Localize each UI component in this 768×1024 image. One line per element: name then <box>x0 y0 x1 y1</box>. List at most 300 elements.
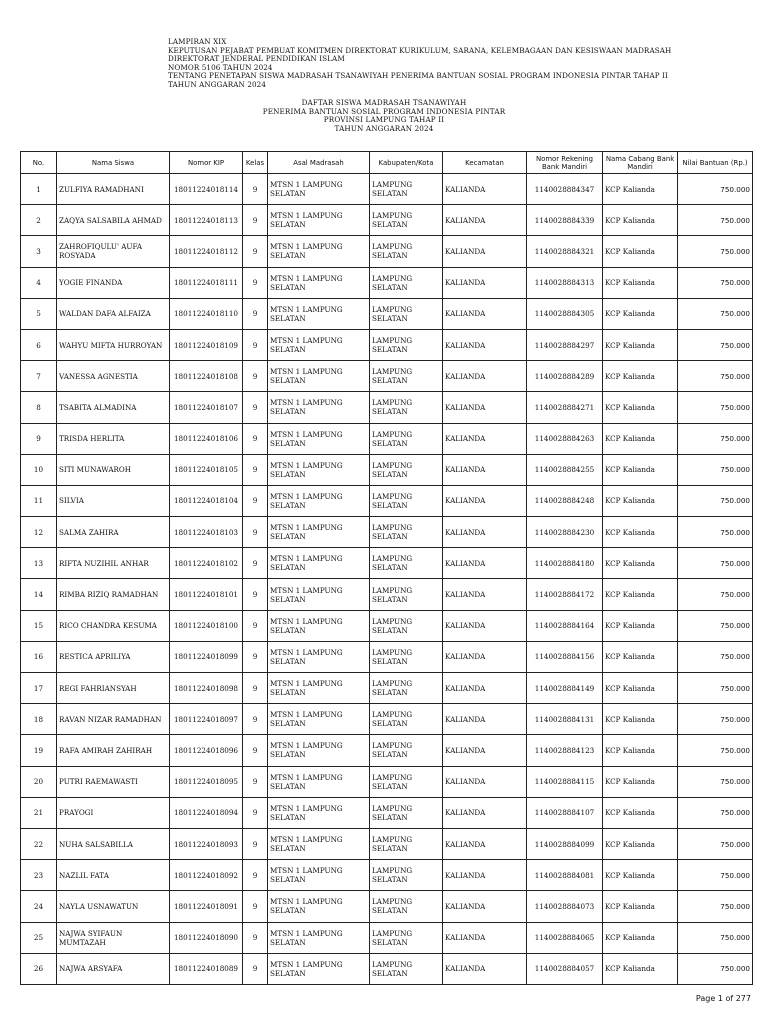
cell-kip: 18011224018114 <box>170 174 243 205</box>
cell-cabang: KCP Kalianda <box>603 766 678 797</box>
cell-cabang: KCP Kalianda <box>603 641 678 672</box>
cell-kelas: 9 <box>243 735 268 766</box>
cell-kecamatan: KALIANDA <box>443 548 527 579</box>
cell-kabupaten: LAMPUNG SELATAN <box>370 922 443 953</box>
cell-kip: 18011224018099 <box>170 641 243 672</box>
cell-nilai: 750.000 <box>678 579 753 610</box>
cell-no: 6 <box>21 329 57 360</box>
col-header-kip: Nomor KIP <box>170 152 243 174</box>
cell-kecamatan: KALIANDA <box>443 174 527 205</box>
col-header-kecamatan: Kecamatan <box>443 152 527 174</box>
cell-kip: 18011224018098 <box>170 673 243 704</box>
cell-nilai: 750.000 <box>678 329 753 360</box>
cell-nama: SITI MUNAWAROH <box>57 454 170 485</box>
title-line: PENERIMA BANTUAN SOSIAL PROGRAM INDONESIA PINTAR <box>262 106 506 116</box>
cell-madrasah: MTSN 1 LAMPUNG SELATAN <box>268 205 370 236</box>
cell-kip: 18011224018112 <box>170 236 243 267</box>
cell-no: 11 <box>21 485 57 516</box>
cell-madrasah: MTSN 1 LAMPUNG SELATAN <box>268 329 370 360</box>
table-row <box>21 922 753 953</box>
cell-no: 19 <box>21 735 57 766</box>
cell-kecamatan: KALIANDA <box>443 392 527 423</box>
cell-nilai: 750.000 <box>678 922 753 953</box>
cell-nama: RICO CHANDRA KESUMA <box>57 610 170 641</box>
cell-madrasah: MTSN 1 LAMPUNG SELATAN <box>268 174 370 205</box>
table-row <box>21 267 753 298</box>
cell-cabang: KCP Kalianda <box>603 610 678 641</box>
header-line: LAMPIRAN XIX <box>168 37 227 46</box>
cell-no: 13 <box>21 548 57 579</box>
cell-kecamatan: KALIANDA <box>443 236 527 267</box>
header-line: NOMOR 5106 TAHUN 2024 <box>168 62 273 72</box>
header-line: KEPUTUSAN PEJABAT PEMBUAT KOMITMEN DIREKTORAT KURIKULUM, SARANA, KELEMBAGAAN DAN KESISWAAN MADRASAH <box>168 45 672 55</box>
cell-kabupaten: LAMPUNG SELATAN <box>370 891 443 922</box>
cell-kecamatan: KALIANDA <box>443 704 527 735</box>
cell-rekening: 1140028884172 <box>527 579 603 610</box>
cell-nama: ZULFIYA RAMADHANI <box>57 174 170 205</box>
cell-no: 22 <box>21 828 57 859</box>
cell-kip: 18011224018092 <box>170 860 243 891</box>
cell-nama: RIFTA NUZIHIL ANHAR <box>57 548 170 579</box>
cell-nilai: 750.000 <box>678 641 753 672</box>
cell-kelas: 9 <box>243 922 268 953</box>
cell-cabang: KCP Kalianda <box>603 267 678 298</box>
table-header-row <box>21 152 753 174</box>
cell-kecamatan: KALIANDA <box>443 361 527 392</box>
table-row <box>21 735 753 766</box>
cell-no: 15 <box>21 610 57 641</box>
cell-nilai: 750.000 <box>678 485 753 516</box>
cell-kip: 18011224018105 <box>170 454 243 485</box>
cell-nama: NUHA SALSABILLA <box>57 828 170 859</box>
cell-nama: ZAHROFIQULU' AUFA ROSYADA <box>57 236 170 267</box>
cell-kip: 18011224018093 <box>170 828 243 859</box>
cell-kelas: 9 <box>243 673 268 704</box>
cell-kip: 18011224018095 <box>170 766 243 797</box>
cell-madrasah: MTSN 1 LAMPUNG SELATAN <box>268 423 370 454</box>
cell-kelas: 9 <box>243 797 268 828</box>
cell-nilai: 750.000 <box>678 610 753 641</box>
cell-madrasah: MTSN 1 LAMPUNG SELATAN <box>268 267 370 298</box>
cell-rekening: 1140028884313 <box>527 267 603 298</box>
cell-nilai: 750.000 <box>678 735 753 766</box>
cell-nilai: 750.000 <box>678 236 753 267</box>
table-row <box>21 641 753 672</box>
cell-kecamatan: KALIANDA <box>443 641 527 672</box>
cell-kabupaten: LAMPUNG SELATAN <box>370 953 443 984</box>
col-header-nama: Nama Siswa <box>57 152 170 174</box>
cell-rekening: 1140028884156 <box>527 641 603 672</box>
cell-nilai: 750.000 <box>678 828 753 859</box>
col-header-kelas: Kelas <box>243 152 268 174</box>
table-row <box>21 828 753 859</box>
table-row <box>21 236 753 267</box>
cell-no: 7 <box>21 361 57 392</box>
cell-nilai: 750.000 <box>678 298 753 329</box>
cell-nama: RAFA AMIRAH ZAHIRAH <box>57 735 170 766</box>
cell-rekening: 1140028884321 <box>527 236 603 267</box>
cell-cabang: KCP Kalianda <box>603 236 678 267</box>
cell-cabang: KCP Kalianda <box>603 860 678 891</box>
cell-madrasah: MTSN 1 LAMPUNG SELATAN <box>268 579 370 610</box>
document-title <box>0 99 768 133</box>
cell-kecamatan: KALIANDA <box>443 579 527 610</box>
cell-madrasah: MTSN 1 LAMPUNG SELATAN <box>268 392 370 423</box>
cell-cabang: KCP Kalianda <box>603 828 678 859</box>
cell-rekening: 1140028884255 <box>527 454 603 485</box>
cell-nilai: 750.000 <box>678 797 753 828</box>
cell-nilai: 750.000 <box>678 891 753 922</box>
cell-madrasah: MTSN 1 LAMPUNG SELATAN <box>268 922 370 953</box>
cell-madrasah: MTSN 1 LAMPUNG SELATAN <box>268 517 370 548</box>
table-row <box>21 548 753 579</box>
col-header-kabupaten: Kabupaten/Kota <box>370 152 443 174</box>
cell-kecamatan: KALIANDA <box>443 205 527 236</box>
cell-cabang: KCP Kalianda <box>603 485 678 516</box>
col-header-cabang: Nama Cabang Bank Mandiri <box>603 152 678 174</box>
cell-kecamatan: KALIANDA <box>443 329 527 360</box>
cell-rekening: 1140028884115 <box>527 766 603 797</box>
cell-kecamatan: KALIANDA <box>443 423 527 454</box>
cell-kecamatan: KALIANDA <box>443 891 527 922</box>
cell-kabupaten: LAMPUNG SELATAN <box>370 766 443 797</box>
cell-cabang: KCP Kalianda <box>603 953 678 984</box>
cell-kelas: 9 <box>243 267 268 298</box>
cell-kelas: 9 <box>243 423 268 454</box>
cell-no: 1 <box>21 174 57 205</box>
cell-kelas: 9 <box>243 361 268 392</box>
cell-kelas: 9 <box>243 891 268 922</box>
cell-kip: 18011224018107 <box>170 392 243 423</box>
cell-kip: 18011224018103 <box>170 517 243 548</box>
col-header-nilai: Nilai Bantuan (Rp.) <box>678 152 753 174</box>
table-row <box>21 766 753 797</box>
cell-no: 10 <box>21 454 57 485</box>
cell-kelas: 9 <box>243 205 268 236</box>
cell-no: 18 <box>21 704 57 735</box>
cell-madrasah: MTSN 1 LAMPUNG SELATAN <box>268 236 370 267</box>
decree-header <box>168 38 748 90</box>
cell-cabang: KCP Kalianda <box>603 673 678 704</box>
table-row <box>21 673 753 704</box>
table-row <box>21 205 753 236</box>
cell-madrasah: MTSN 1 LAMPUNG SELATAN <box>268 953 370 984</box>
cell-no: 16 <box>21 641 57 672</box>
cell-kecamatan: KALIANDA <box>443 953 527 984</box>
cell-rekening: 1140028884081 <box>527 860 603 891</box>
cell-madrasah: MTSN 1 LAMPUNG SELATAN <box>268 610 370 641</box>
cell-rekening: 1140028884289 <box>527 361 603 392</box>
col-header-rekening: Nomor Rekening Bank Mandiri <box>527 152 603 174</box>
cell-madrasah: MTSN 1 LAMPUNG SELATAN <box>268 298 370 329</box>
table-row <box>21 891 753 922</box>
cell-cabang: KCP Kalianda <box>603 205 678 236</box>
cell-cabang: KCP Kalianda <box>603 174 678 205</box>
cell-kecamatan: KALIANDA <box>443 454 527 485</box>
cell-kelas: 9 <box>243 860 268 891</box>
cell-kabupaten: LAMPUNG SELATAN <box>370 205 443 236</box>
table-body <box>21 174 753 985</box>
cell-kabupaten: LAMPUNG SELATAN <box>370 329 443 360</box>
cell-cabang: KCP Kalianda <box>603 392 678 423</box>
cell-kabupaten: LAMPUNG SELATAN <box>370 579 443 610</box>
cell-rekening: 1140028884149 <box>527 673 603 704</box>
cell-no: 23 <box>21 860 57 891</box>
cell-rekening: 1140028884248 <box>527 485 603 516</box>
cell-kabupaten: LAMPUNG SELATAN <box>370 236 443 267</box>
cell-kip: 18011224018096 <box>170 735 243 766</box>
cell-kelas: 9 <box>243 298 268 329</box>
cell-kabupaten: LAMPUNG SELATAN <box>370 797 443 828</box>
cell-kip: 18011224018102 <box>170 548 243 579</box>
cell-kecamatan: KALIANDA <box>443 828 527 859</box>
table-row <box>21 392 753 423</box>
cell-kabupaten: LAMPUNG SELATAN <box>370 392 443 423</box>
cell-rekening: 1140028884347 <box>527 174 603 205</box>
cell-cabang: KCP Kalianda <box>603 298 678 329</box>
cell-kip: 18011224018101 <box>170 579 243 610</box>
cell-kip: 18011224018090 <box>170 922 243 953</box>
cell-madrasah: MTSN 1 LAMPUNG SELATAN <box>268 704 370 735</box>
cell-kabupaten: LAMPUNG SELATAN <box>370 673 443 704</box>
cell-kip: 18011224018094 <box>170 797 243 828</box>
table-row <box>21 704 753 735</box>
cell-cabang: KCP Kalianda <box>603 891 678 922</box>
cell-kip: 18011224018104 <box>170 485 243 516</box>
title-line: PROVINSI LAMPUNG TAHAP II <box>323 115 445 125</box>
cell-kecamatan: KALIANDA <box>443 735 527 766</box>
cell-kecamatan: KALIANDA <box>443 517 527 548</box>
cell-rekening: 1140028884057 <box>527 953 603 984</box>
cell-nilai: 750.000 <box>678 423 753 454</box>
cell-kecamatan: KALIANDA <box>443 922 527 953</box>
cell-madrasah: MTSN 1 LAMPUNG SELATAN <box>268 641 370 672</box>
cell-kelas: 9 <box>243 579 268 610</box>
cell-kabupaten: LAMPUNG SELATAN <box>370 485 443 516</box>
col-header-madrasah: Asal Madrasah <box>268 152 370 174</box>
cell-kabupaten: LAMPUNG SELATAN <box>370 454 443 485</box>
cell-kelas: 9 <box>243 392 268 423</box>
header-line: TAHUN ANGGARAN 2024 <box>168 79 267 89</box>
cell-kip: 18011224018113 <box>170 205 243 236</box>
cell-no: 17 <box>21 673 57 704</box>
cell-nama: RESTICA APRILIYA <box>57 641 170 672</box>
cell-nama: WAHYU MIFTA HURROYAN <box>57 329 170 360</box>
title-line: TAHUN ANGGARAN 2024 <box>334 123 434 133</box>
cell-nilai: 750.000 <box>678 766 753 797</box>
cell-no: 3 <box>21 236 57 267</box>
cell-rekening: 1140028884180 <box>527 548 603 579</box>
cell-nama: TRISDA HERLITA <box>57 423 170 454</box>
cell-kelas: 9 <box>243 454 268 485</box>
cell-nama: REGI FAHRIANSYAH <box>57 673 170 704</box>
col-header-no: No. <box>21 152 57 174</box>
cell-kabupaten: LAMPUNG SELATAN <box>370 517 443 548</box>
cell-nama: RAVAN NIZAR RAMADHAN <box>57 704 170 735</box>
cell-kabupaten: LAMPUNG SELATAN <box>370 361 443 392</box>
cell-nilai: 750.000 <box>678 548 753 579</box>
cell-kip: 18011224018091 <box>170 891 243 922</box>
cell-nama: NAYLA USNAWATUN <box>57 891 170 922</box>
cell-madrasah: MTSN 1 LAMPUNG SELATAN <box>268 673 370 704</box>
cell-madrasah: MTSN 1 LAMPUNG SELATAN <box>268 735 370 766</box>
cell-kelas: 9 <box>243 548 268 579</box>
cell-kabupaten: LAMPUNG SELATAN <box>370 828 443 859</box>
cell-nama: PRAYOGI <box>57 797 170 828</box>
table-row <box>21 860 753 891</box>
cell-nilai: 750.000 <box>678 205 753 236</box>
cell-kelas: 9 <box>243 766 268 797</box>
cell-kabupaten: LAMPUNG SELATAN <box>370 548 443 579</box>
cell-kabupaten: LAMPUNG SELATAN <box>370 641 443 672</box>
cell-rekening: 1140028884107 <box>527 797 603 828</box>
cell-kabupaten: LAMPUNG SELATAN <box>370 423 443 454</box>
cell-rekening: 1140028884164 <box>527 610 603 641</box>
cell-kelas: 9 <box>243 953 268 984</box>
cell-cabang: KCP Kalianda <box>603 423 678 454</box>
cell-kip: 18011224018089 <box>170 953 243 984</box>
table-row <box>21 454 753 485</box>
cell-nama: NAJWA ARSYAFA <box>57 953 170 984</box>
cell-cabang: KCP Kalianda <box>603 579 678 610</box>
cell-no: 9 <box>21 423 57 454</box>
cell-rekening: 1140028884339 <box>527 205 603 236</box>
cell-madrasah: MTSN 1 LAMPUNG SELATAN <box>268 485 370 516</box>
cell-kecamatan: KALIANDA <box>443 267 527 298</box>
table-row <box>21 298 753 329</box>
title-line: DAFTAR SISWA MADRASAH TSANAWIYAH <box>301 98 467 107</box>
page-number: Page 1 of 277 <box>695 994 751 1003</box>
cell-rekening: 1140028884099 <box>527 828 603 859</box>
cell-kecamatan: KALIANDA <box>443 860 527 891</box>
cell-kabupaten: LAMPUNG SELATAN <box>370 704 443 735</box>
cell-cabang: KCP Kalianda <box>603 797 678 828</box>
cell-cabang: KCP Kalianda <box>603 329 678 360</box>
cell-kecamatan: KALIANDA <box>443 797 527 828</box>
cell-cabang: KCP Kalianda <box>603 704 678 735</box>
cell-kelas: 9 <box>243 704 268 735</box>
cell-nama: SALMA ZAHIRA <box>57 517 170 548</box>
table-row <box>21 361 753 392</box>
cell-kip: 18011224018097 <box>170 704 243 735</box>
cell-cabang: KCP Kalianda <box>603 361 678 392</box>
cell-rekening: 1140028884230 <box>527 517 603 548</box>
cell-no: 21 <box>21 797 57 828</box>
cell-kip: 18011224018106 <box>170 423 243 454</box>
cell-kelas: 9 <box>243 641 268 672</box>
cell-kabupaten: LAMPUNG SELATAN <box>370 267 443 298</box>
cell-no: 12 <box>21 517 57 548</box>
cell-kelas: 9 <box>243 174 268 205</box>
table-row <box>21 423 753 454</box>
cell-nama: SILVIA <box>57 485 170 516</box>
cell-madrasah: MTSN 1 LAMPUNG SELATAN <box>268 891 370 922</box>
cell-nama: RIMBA RIZIQ RAMADHAN <box>57 579 170 610</box>
cell-nilai: 750.000 <box>678 953 753 984</box>
cell-nama: NAJWA SYIFAUN MUMTAZAH <box>57 922 170 953</box>
cell-kabupaten: LAMPUNG SELATAN <box>370 298 443 329</box>
table-row <box>21 329 753 360</box>
cell-no: 2 <box>21 205 57 236</box>
cell-cabang: KCP Kalianda <box>603 735 678 766</box>
cell-no: 25 <box>21 922 57 953</box>
cell-madrasah: MTSN 1 LAMPUNG SELATAN <box>268 828 370 859</box>
cell-nilai: 750.000 <box>678 860 753 891</box>
cell-kecamatan: KALIANDA <box>443 673 527 704</box>
cell-madrasah: MTSN 1 LAMPUNG SELATAN <box>268 797 370 828</box>
cell-kelas: 9 <box>243 236 268 267</box>
header-line: DIREKTORAT JENDERAL PENDIDIKAN ISLAM <box>168 54 345 64</box>
cell-rekening: 1140028884065 <box>527 922 603 953</box>
cell-kelas: 9 <box>243 610 268 641</box>
cell-kecamatan: KALIANDA <box>443 610 527 641</box>
cell-nama: NAZLIL FATA <box>57 860 170 891</box>
table-row <box>21 953 753 984</box>
cell-nilai: 750.000 <box>678 517 753 548</box>
cell-cabang: KCP Kalianda <box>603 922 678 953</box>
cell-kabupaten: LAMPUNG SELATAN <box>370 174 443 205</box>
cell-nilai: 750.000 <box>678 267 753 298</box>
cell-kip: 18011224018111 <box>170 267 243 298</box>
cell-no: 26 <box>21 953 57 984</box>
cell-nama: ZAQYA SALSABILA AHMAD <box>57 205 170 236</box>
cell-rekening: 1140028884073 <box>527 891 603 922</box>
cell-rekening: 1140028884123 <box>527 735 603 766</box>
cell-kelas: 9 <box>243 329 268 360</box>
cell-nama: YOGIE FINANDA <box>57 267 170 298</box>
header-line: TENTANG PENETAPAN SISWA MADRASAH TSANAWIYAH PENERIMA BANTUAN SOSIAL PROGRAM INDONESIA PINTAR TAHAP II <box>168 71 668 81</box>
cell-no: 5 <box>21 298 57 329</box>
cell-nama: PUTRI RAEMAWASTI <box>57 766 170 797</box>
cell-rekening: 1140028884297 <box>527 329 603 360</box>
cell-nilai: 750.000 <box>678 361 753 392</box>
cell-kip: 18011224018110 <box>170 298 243 329</box>
cell-nilai: 750.000 <box>678 174 753 205</box>
student-table <box>20 151 753 985</box>
cell-nama: TSABITA ALMADINA <box>57 392 170 423</box>
cell-nilai: 750.000 <box>678 673 753 704</box>
cell-no: 8 <box>21 392 57 423</box>
table-row <box>21 174 753 205</box>
cell-madrasah: MTSN 1 LAMPUNG SELATAN <box>268 548 370 579</box>
table-row <box>21 610 753 641</box>
cell-kip: 18011224018100 <box>170 610 243 641</box>
table-row <box>21 797 753 828</box>
cell-kecamatan: KALIANDA <box>443 485 527 516</box>
cell-no: 20 <box>21 766 57 797</box>
cell-cabang: KCP Kalianda <box>603 548 678 579</box>
table-row <box>21 579 753 610</box>
cell-kecamatan: KALIANDA <box>443 766 527 797</box>
cell-nama: VANESSA AGNESTIA <box>57 361 170 392</box>
cell-no: 4 <box>21 267 57 298</box>
cell-madrasah: MTSN 1 LAMPUNG SELATAN <box>268 361 370 392</box>
cell-madrasah: MTSN 1 LAMPUNG SELATAN <box>268 454 370 485</box>
cell-cabang: KCP Kalianda <box>603 517 678 548</box>
cell-kip: 18011224018109 <box>170 329 243 360</box>
cell-no: 14 <box>21 579 57 610</box>
cell-nilai: 750.000 <box>678 454 753 485</box>
table-row <box>21 485 753 516</box>
cell-kabupaten: LAMPUNG SELATAN <box>370 860 443 891</box>
cell-kelas: 9 <box>243 485 268 516</box>
cell-rekening: 1140028884263 <box>527 423 603 454</box>
cell-kabupaten: LAMPUNG SELATAN <box>370 610 443 641</box>
cell-madrasah: MTSN 1 LAMPUNG SELATAN <box>268 766 370 797</box>
cell-kip: 18011224018108 <box>170 361 243 392</box>
cell-rekening: 1140028884131 <box>527 704 603 735</box>
cell-no: 24 <box>21 891 57 922</box>
